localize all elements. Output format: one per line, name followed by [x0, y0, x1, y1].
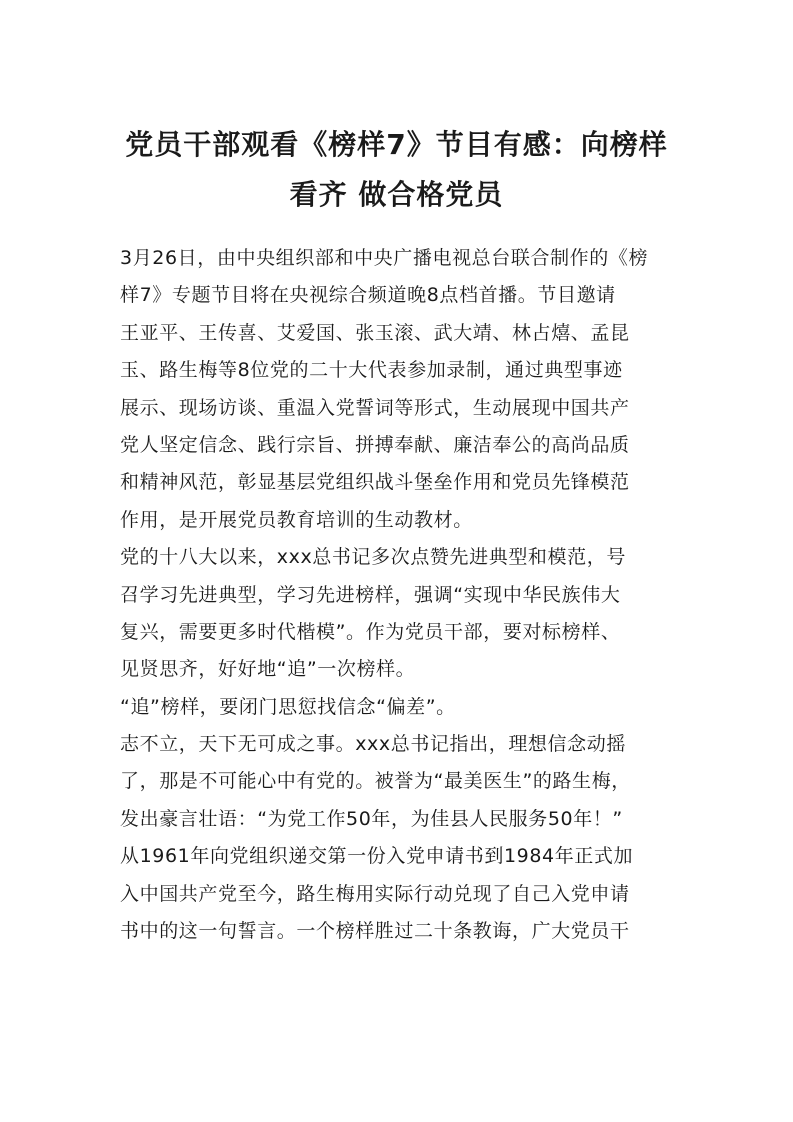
- body-line: 志不立，天下无可成之事。xxx总书记指出，理想信念动摇: [120, 733, 626, 756]
- body-line: 展示、现场访谈、重温入党誓词等形式，生动展现中国共产: [120, 396, 630, 419]
- body-line: 王亚平、王传喜、艾爱国、张玉滚、武大靖、林占熺、孟昆: [120, 321, 630, 344]
- body-line: 3月26日，由中央组织部和中央广播电视总台联合制作的《榜: [120, 247, 649, 269]
- document-title: [110, 120, 683, 220]
- body-line: “追”榜样，要闭门思愆找信念“偏差”。: [120, 695, 456, 718]
- body-line: 见贤思齐，好好地“追”一次榜样。: [120, 658, 416, 681]
- body-line: 党人坚定信念、践行宗旨、拼搏奉献、廉洁奉公的高尚品质: [120, 433, 630, 456]
- body-line: 召学习先进典型，学习先进榜样，强调“实现中华民族伟大: [120, 583, 621, 606]
- body-line: 复兴，需要更多时代楷模”。作为党员干部，要对标榜样、: [120, 620, 621, 643]
- document-body: [120, 240, 680, 950]
- body-line: 书中的这一句誓言。一个榜样胜过二十条教诲，广大党员干: [120, 920, 630, 943]
- body-line: 和精神风范，彰显基层党组织战斗堡垒作用和党员先锋模范: [120, 471, 630, 494]
- title-line: 看齐 做合格党员: [289, 178, 504, 211]
- body-line: 样7》专题节目将在央视综合频道晚8点档首播。节目邀请: [120, 284, 616, 307]
- body-line: 党的十八大以来，xxx总书记多次点赞先进典型和模范，号: [120, 546, 626, 569]
- title-line: 党员干部观看《榜样7》节目有感：向榜样: [125, 128, 668, 161]
- body-line: 发出豪言壮语：“为党工作50年，为佳县人民服务50年！”: [120, 807, 623, 830]
- body-line: 玉、路生梅等8位党的二十大代表参加录制，通过典型事迹: [120, 359, 623, 382]
- body-line: 作用，是开展党员教育培训的生动教材。: [120, 508, 473, 531]
- body-line: 从1961年向党组织递交第一份入党申请书到1984年正式加: [120, 845, 634, 868]
- body-line: 了，那是不可能心中有党的。被誉为“最美医生”的路生梅，: [120, 770, 631, 793]
- body-line: 入中国共产党至今，路生梅用实际行动兑现了自己入党申请: [120, 882, 630, 905]
